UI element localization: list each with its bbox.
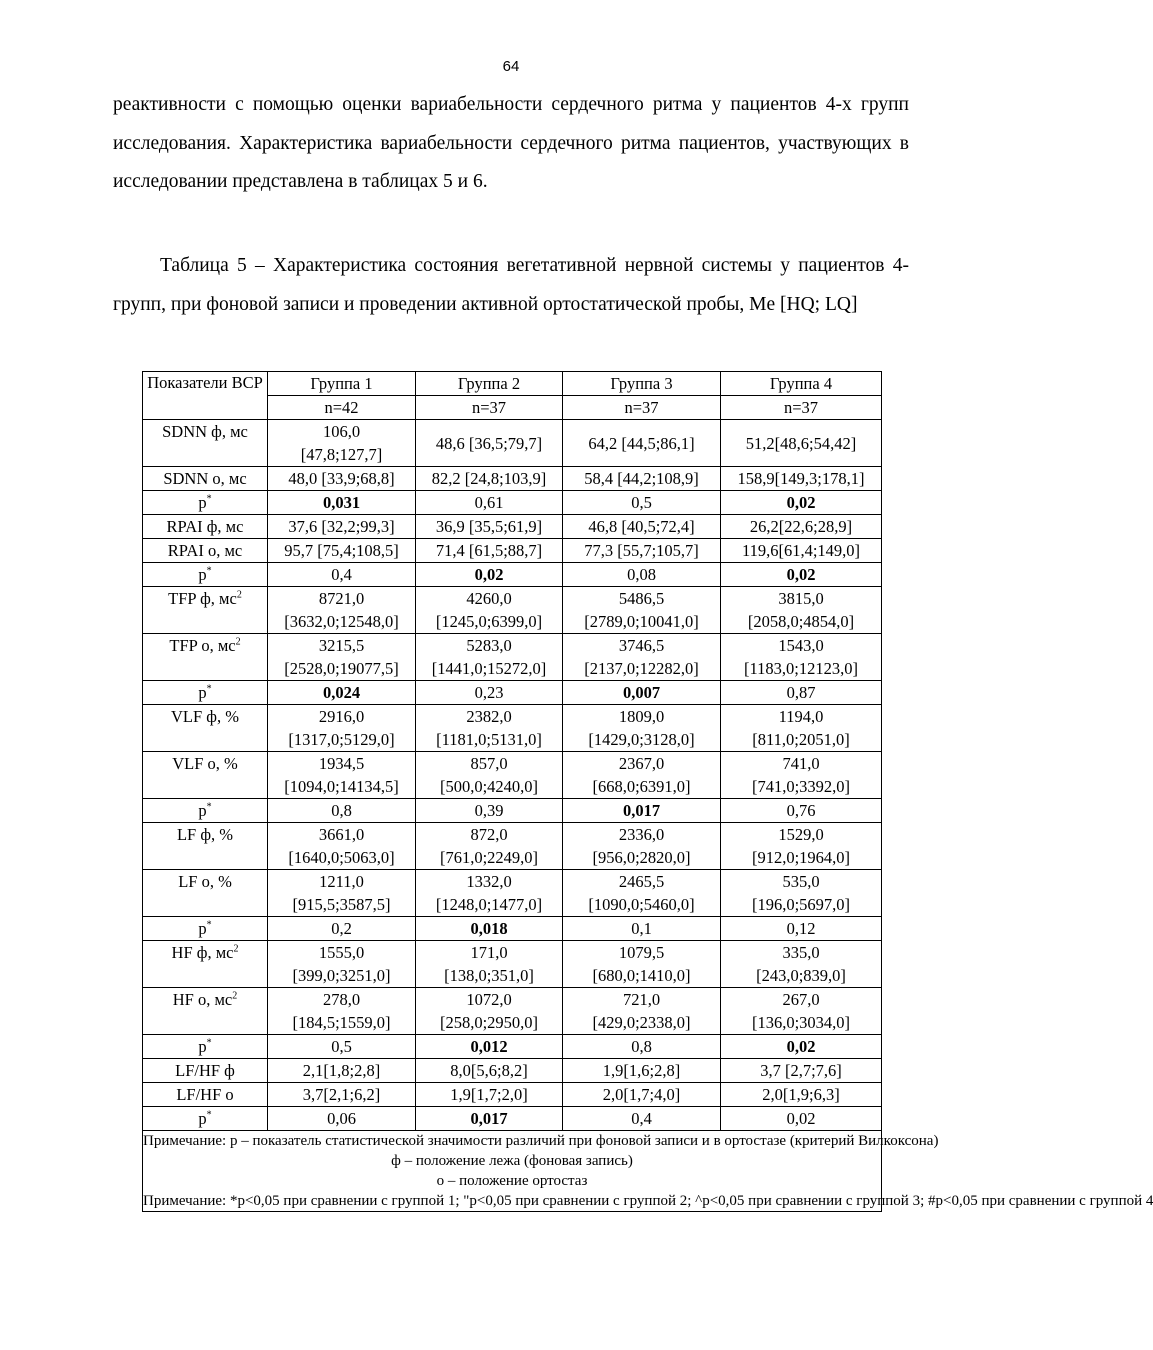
table-notes-row <box>143 1131 882 1212</box>
table-cell: 0,61 <box>416 491 563 515</box>
table-row <box>143 563 882 587</box>
table-row <box>143 1059 882 1083</box>
table-cell: 741,0 [741,0;3392,0] <box>721 752 882 799</box>
table-cell: 857,0 [500,0;4240,0] <box>416 752 563 799</box>
header-group-3: Группа 3 <box>563 372 721 396</box>
table-cell: 2916,0 [1317,0;5129,0] <box>268 705 416 752</box>
table-cell: 0,1 <box>563 917 721 941</box>
table-cell: 3815,0 [2058,0;4854,0] <box>721 587 882 634</box>
row-label: p* <box>143 799 268 823</box>
table-cell: 106,0 [47,8;127,7] <box>268 420 416 467</box>
table-row <box>143 705 882 752</box>
note-significance: Примечание: p – показатель статистической значимости различий при фоновой записи и в ортостазе (критерий Вилкоксона) <box>143 1133 939 1149</box>
table-cell: 0,02 <box>416 563 563 587</box>
table-row <box>143 1107 882 1131</box>
table-cell: 2367,0 [668,0;6391,0] <box>563 752 721 799</box>
table-cell: 278,0 [184,5;1559,0] <box>268 988 416 1035</box>
row-label: TFP о, $мс^2$ <box>143 634 268 681</box>
table-row <box>143 988 882 1035</box>
header-n-1: n=42 <box>268 396 416 420</box>
row-label: p* <box>143 681 268 705</box>
table-cell: 1809,0 [1429,0;3128,0] <box>563 705 721 752</box>
table-cell: 0,4 <box>268 563 416 587</box>
table-cell: 0,12 <box>721 917 882 941</box>
table-cell: 0,031 <box>268 491 416 515</box>
table-cell: 3215,5 [2528,0;19077,5] <box>268 634 416 681</box>
table-row <box>143 752 882 799</box>
table-row <box>143 681 882 705</box>
table-cell: 0,8 <box>268 799 416 823</box>
table-cell: 1543,0 [1183,0;12123,0] <box>721 634 882 681</box>
table-row <box>143 420 882 467</box>
table-cell: 721,0 [429,0;2338,0] <box>563 988 721 1035</box>
table-cell: 3746,5 [2137,0;12282,0] <box>563 634 721 681</box>
table-cell: 0,39 <box>416 799 563 823</box>
table-cell: 46,8 [40,5;72,4] <box>563 515 721 539</box>
table-cell: 1529,0 [912,0;1964,0] <box>721 823 882 870</box>
table-row <box>143 1083 882 1107</box>
table-cell: 3,7[2,1;6,2] <box>268 1083 416 1107</box>
row-label: HF о, $мс^2$ <box>143 988 268 1035</box>
table-cell: 2,0[1,7;4,0] <box>563 1083 721 1107</box>
table-cell: 0,06 <box>268 1107 416 1131</box>
hrv-table <box>142 371 1153 1212</box>
table-cell: 1194,0 [811,0;2051,0] <box>721 705 882 752</box>
table-cell: 0,8 <box>563 1035 721 1059</box>
header-indicators: Показатели ВСР <box>143 372 268 420</box>
table-cell: 119,6[61,4;149,0] <box>721 539 882 563</box>
table-cell: 2382,0 [1181,0;5131,0] <box>416 705 563 752</box>
table-cell: 171,0 [138,0;351,0] <box>416 941 563 988</box>
table-cell: 0,024 <box>268 681 416 705</box>
table-row <box>143 515 882 539</box>
header-group-2: Группа 2 <box>416 372 563 396</box>
row-label: p* <box>143 1035 268 1059</box>
row-label: p* <box>143 1107 268 1131</box>
table-row <box>143 587 882 634</box>
table-cell: 0,23 <box>416 681 563 705</box>
table-cell: 1332,0 [1248,0;1477,0] <box>416 870 563 917</box>
table-cell: 0,02 <box>721 1035 882 1059</box>
note-comparisons: Примечание: *p<0,05 при сравнении с группой 1; "p<0,05 при сравнении с группой 2; ^p<0,05 при сравнении с группой 3; #p<0,05 при сравнении с группой 4 <box>143 1193 1153 1209</box>
table-cell: 335,0 [243,0;839,0] <box>721 941 882 988</box>
table-row <box>143 467 882 491</box>
table-cell: 535,0 [196,0;5697,0] <box>721 870 882 917</box>
table-cell: 5486,5 [2789,0;10041,0] <box>563 587 721 634</box>
table-cell: 0,08 <box>563 563 721 587</box>
table-cell: 0,76 <box>721 799 882 823</box>
table-cell: 0,007 <box>563 681 721 705</box>
table-row <box>143 941 882 988</box>
table-cell: 1,9[1,6;2,8] <box>563 1059 721 1083</box>
table-row <box>143 634 882 681</box>
header-group-1: Группа 1 <box>268 372 416 396</box>
table-cell: 0,017 <box>563 799 721 823</box>
table-row <box>143 491 882 515</box>
header-n-2: n=37 <box>416 396 563 420</box>
table-cell: 0,018 <box>416 917 563 941</box>
table-cell: 64,2 [44,5;86,1] <box>563 420 721 467</box>
row-label: LF/HF ф <box>143 1059 268 1083</box>
row-label: LF/HF о <box>143 1083 268 1107</box>
row-label: p* <box>143 917 268 941</box>
table-cell: 1,9[1,7;2,0] <box>416 1083 563 1107</box>
table-row <box>143 870 882 917</box>
row-label: VLF о, % <box>143 752 268 799</box>
header-n-4: n=37 <box>721 396 882 420</box>
table-caption: Таблица 5 – Характеристика состояния вегетативной нервной системы у пациентов 4-групп, при фоновой записи и проведении активной ортостатической пробы, Me [HQ; LQ] <box>113 255 909 315</box>
table-cell: 95,7 [75,4;108,5] <box>268 539 416 563</box>
table-cell: 2465,5 [1090,0;5460,0] <box>563 870 721 917</box>
table-cell: 1211,0 [915,5;3587,5] <box>268 870 416 917</box>
table-cell: 2336,0 [956,0;2820,0] <box>563 823 721 870</box>
row-label: p* <box>143 491 268 515</box>
table-cell: 2,1[1,8;2,8] <box>268 1059 416 1083</box>
row-label: SDNN ф, мс <box>143 420 268 467</box>
row-label: SDNN о, мс <box>143 467 268 491</box>
table-row <box>143 823 882 870</box>
table-row <box>143 799 882 823</box>
table-cell: 158,9[149,3;178,1] <box>721 467 882 491</box>
table-cell: 0,02 <box>721 491 882 515</box>
table-cell: 0,02 <box>721 1107 882 1131</box>
row-label: VLF ф, % <box>143 705 268 752</box>
intro-paragraph: реактивности с помощью оценки вариабельности сердечного ритма у пациентов 4-х групп исследования. Характеристика вариабельности сердечного ритма пациентов, участвующих в исследовании представлена в таблицах 5 и 6. <box>113 94 909 192</box>
row-label: RPAI ф, мс <box>143 515 268 539</box>
table-cell: 872,0 [761,0;2249,0] <box>416 823 563 870</box>
table-cell: 5283,0 [1441,0;15272,0] <box>416 634 563 681</box>
table-cell: 8,0[5,6;8,2] <box>416 1059 563 1083</box>
table-cell: 0,5 <box>563 491 721 515</box>
table-notes <box>143 1131 1153 1212</box>
table-cell: 1072,0 [258,0;2950,0] <box>416 988 563 1035</box>
table-cell: 1079,5 [680,0;1410,0] <box>563 941 721 988</box>
header-group-4: Группа 4 <box>721 372 882 396</box>
table-row <box>143 539 882 563</box>
table-cell: 26,2[22,6;28,9] <box>721 515 882 539</box>
table-cell: 8721,0 [3632,0;12548,0] <box>268 587 416 634</box>
table-cell: 0,02 <box>721 563 882 587</box>
table-cell: 4260,0 [1245,0;6399,0] <box>416 587 563 634</box>
header-n-3: n=37 <box>563 396 721 420</box>
table-cell: 36,9 [35,5;61,9] <box>416 515 563 539</box>
table-cell: 0,017 <box>416 1107 563 1131</box>
table-row <box>143 1035 882 1059</box>
row-label: LF ф, % <box>143 823 268 870</box>
page-number: 64 <box>502 58 520 75</box>
table-cell: 51,2[48,6;54,42] <box>721 420 882 467</box>
table-cell: 82,2 [24,8;103,9] <box>416 467 563 491</box>
table-cell: 0,2 <box>268 917 416 941</box>
table-cell: 0,5 <box>268 1035 416 1059</box>
note-background: ф – положение лежа (фоновая запись) <box>391 1153 633 1169</box>
table-row <box>143 917 882 941</box>
table-cell: 1934,5 [1094,0;14134,5] <box>268 752 416 799</box>
table-cell: 37,6 [32,2;99,3] <box>268 515 416 539</box>
table-cell: 71,4 [61,5;88,7] <box>416 539 563 563</box>
row-label: LF о, % <box>143 870 268 917</box>
table-cell: 1555,0 [399,0;3251,0] <box>268 941 416 988</box>
table-cell: 48,0 [33,9;68,8] <box>268 467 416 491</box>
row-label: p* <box>143 563 268 587</box>
table-cell: 0,4 <box>563 1107 721 1131</box>
note-orthostasis: о – положение ортостаз <box>436 1173 588 1189</box>
table-cell: 0,87 <box>721 681 882 705</box>
table-cell: 77,3 [55,7;105,7] <box>563 539 721 563</box>
row-label: HF ф, $мс^2$ <box>143 941 268 988</box>
table-cell: 2,0[1,9;6,3] <box>721 1083 882 1107</box>
table-cell: 267,0 [136,0;3034,0] <box>721 988 882 1035</box>
row-label: TFP ф, $мс^2$ <box>143 587 268 634</box>
row-label: RPAI о, мс <box>143 539 268 563</box>
table-cell: 48,6 [36,5;79,7] <box>416 420 563 467</box>
table-cell: 0,012 <box>416 1035 563 1059</box>
table-cell: 3661,0 [1640,0;5063,0] <box>268 823 416 870</box>
table-cell: 3,7 [2,7;7,6] <box>721 1059 882 1083</box>
table-cell: 58,4 [44,2;108,9] <box>563 467 721 491</box>
